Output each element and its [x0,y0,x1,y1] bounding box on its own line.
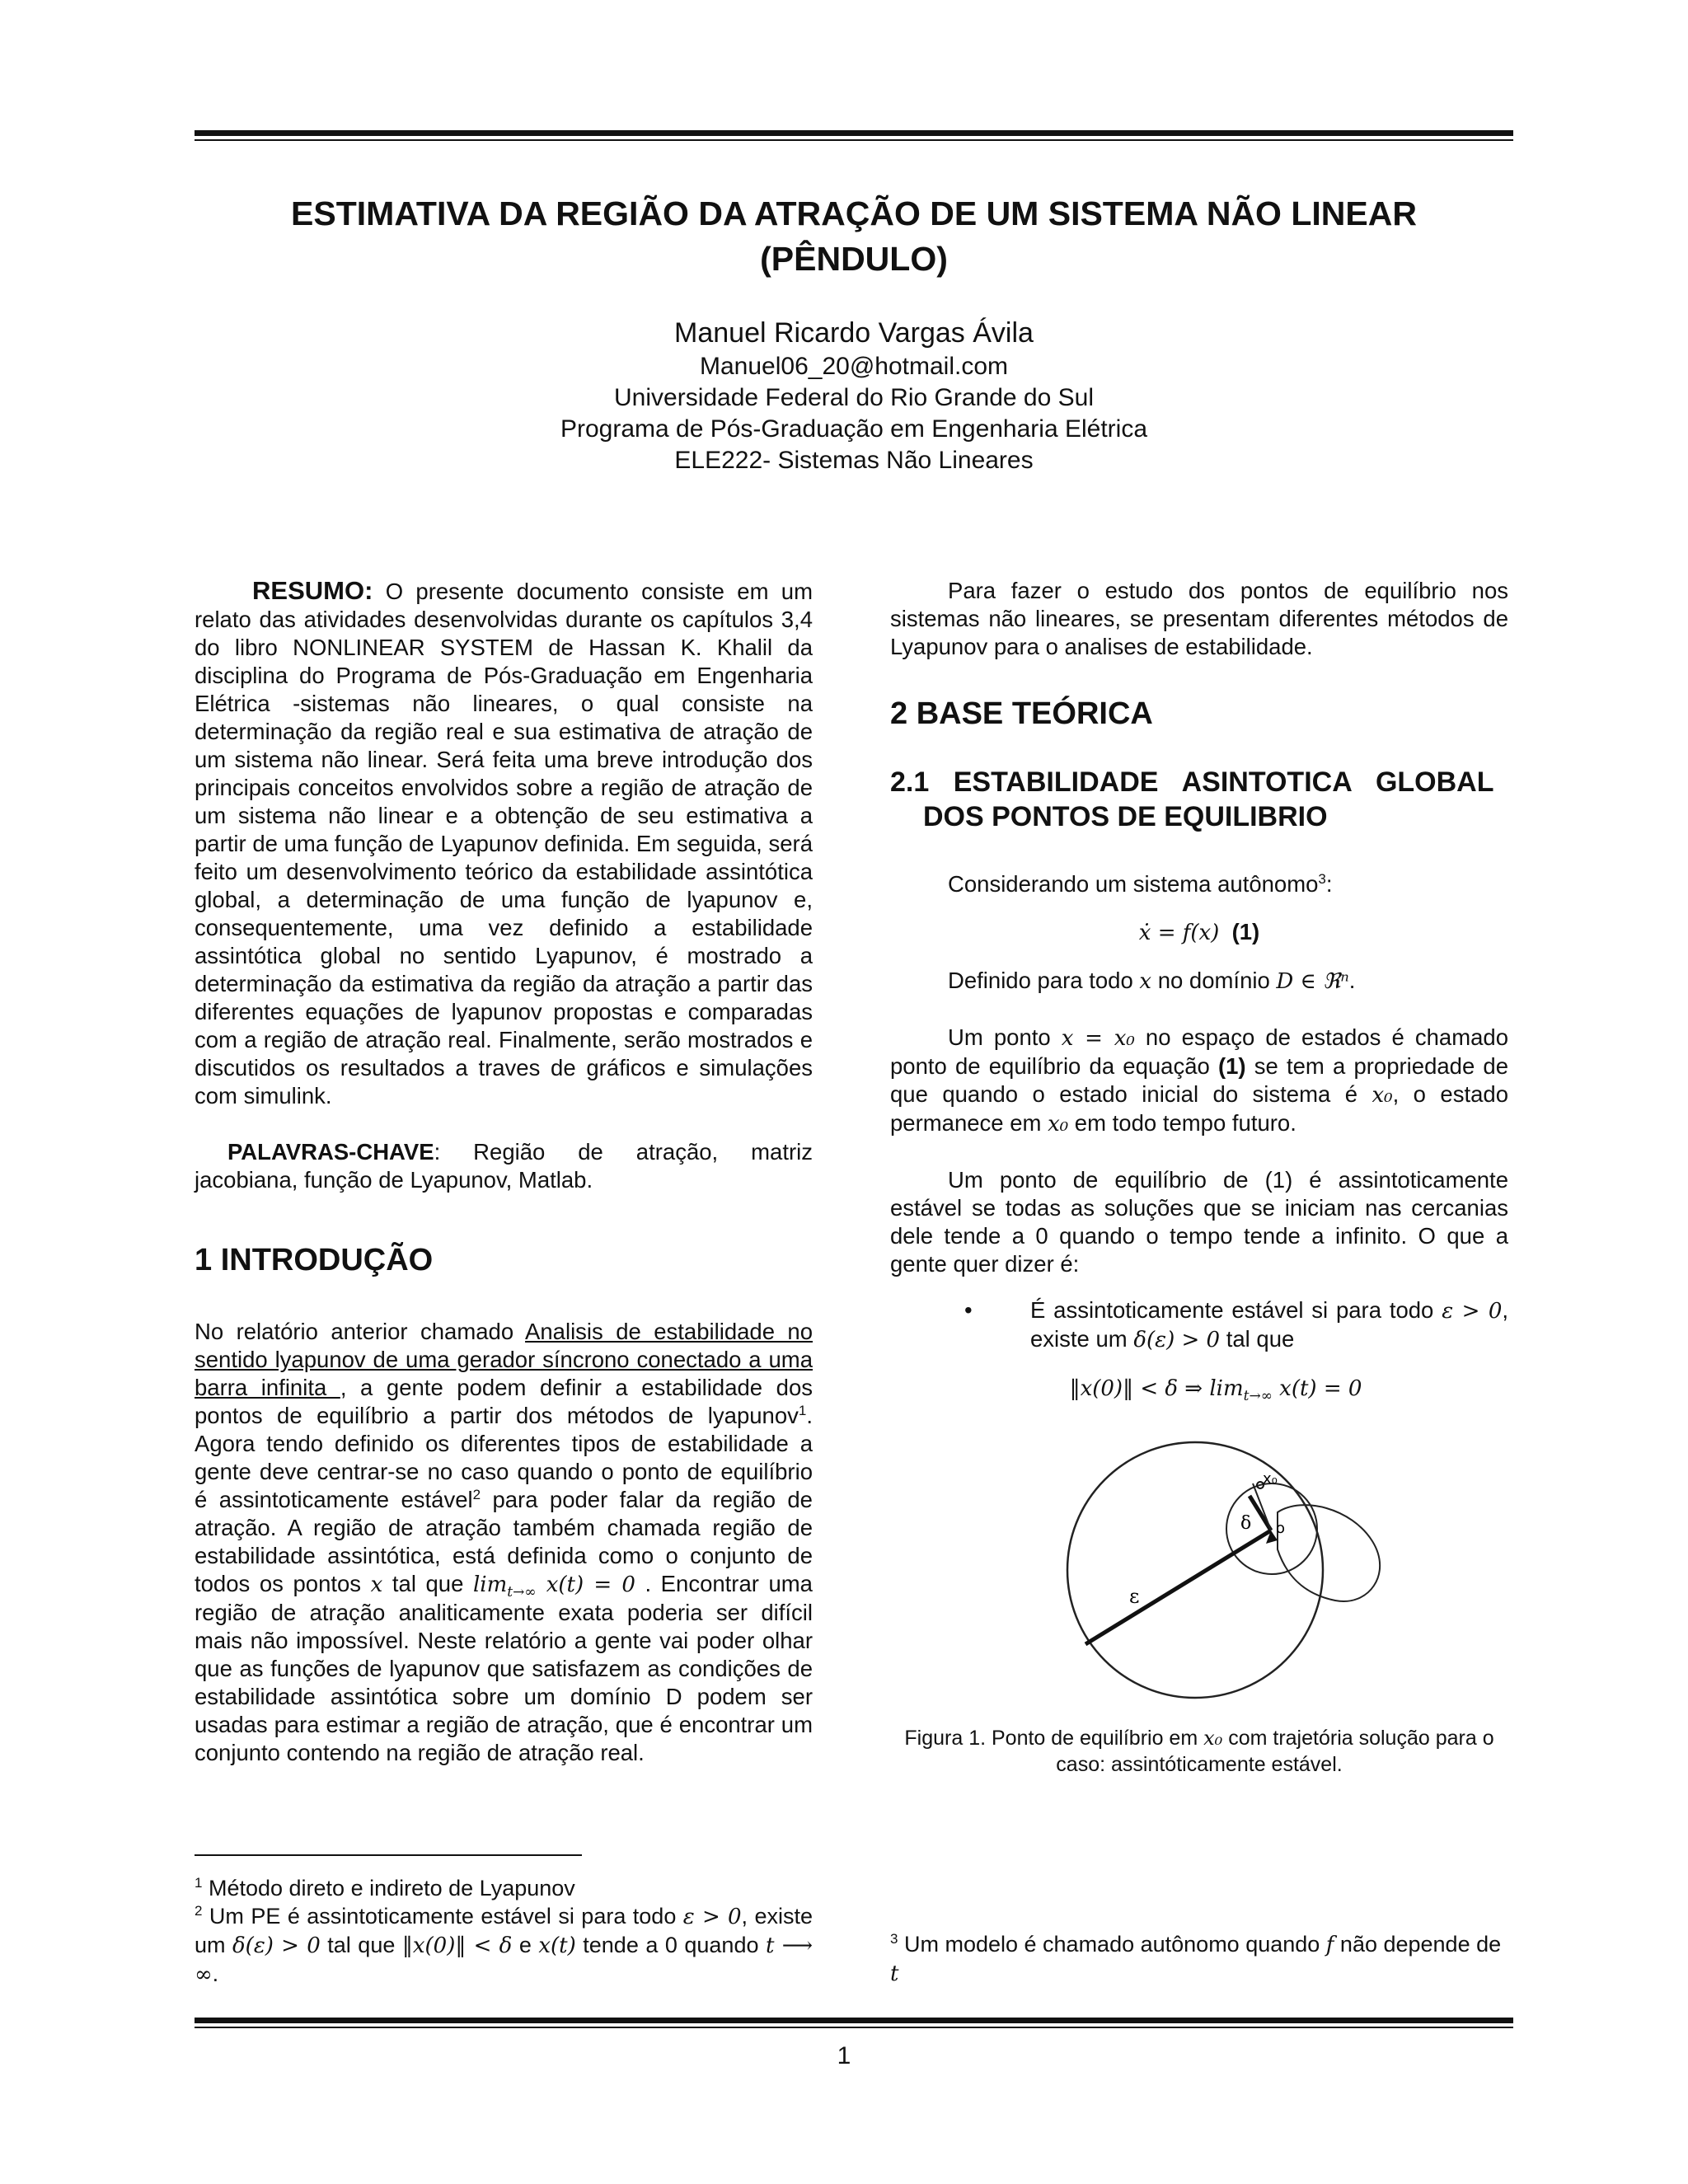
right-intro-paragraph: Para fazer o estudo dos pontos de equilíbrio nos sistemas não lineares, se presentam diferentes métodos de Lyapunov para o analises de estabilidade. [890,578,1508,659]
subsection-2-1-heading: 2.1 ESTABILIDADE ASINTOTICA GLOBAL DOS PONTOS DE EQUILIBRIO [890,766,1494,832]
equation-1: ẋ = f(x) (1) [1138,919,1260,945]
author-program: Programa de Pós-Graduação em Engenharia Elétrica [560,415,1148,443]
footnote-ref-2: 2 [472,1486,481,1502]
right-footnote [890,1930,1508,1988]
paper-title [195,191,1513,282]
introduction-paragraph: No relatório anterior chamado Analisis de estabilidade no sentido lyapunov de uma gerador síncrono conectado a uma barra infinita , a gente podem definir a estabilidade dos pontos de equilíbrio a partir dos métodos de lyapunov$^1$. Agora tendo definido os diferentes tipos de estabilidade a gente deve centrar-se no caso quando o ponto de equilíbrio é assintoticamente estável$^2$ para poder falar da região de atração. A região de atração também chamada região de estabilidade assintótica, está definida como o conjunto de todos os pontos x tal que $\lim_{t\to\infty} x(t) = 0$ . Encontrar uma região de atração analiticamente exata poderia ser difícil mais não impossível. Neste relatório a gente vai poder olhar que as funções de lyapunov que satisfazem as condições de estabilidade assintótica sobre um domínio D podem ser usadas para estimar a região de atração, que é encontrar um conjunto contendo na região de atração real. [195,1319,813,1765]
author-email: Manuel06_20@hotmail.com [700,353,1008,380]
previous-report-link[interactable]: Analisis de estabilidade no sentido lyapunov de uma gerador síncrono conectado a uma barra infinita [195,1319,813,1400]
delta-label: δ [1240,1513,1252,1534]
title-line-1: ESTIMATIVA DA REGIÃO DA ATRAÇÃO DE UM SISTEMA NÃO LINEAR [291,194,1417,232]
limit-expression: $\lim_{t\to\infty} x(t) = 0$ [472,1572,635,1601]
page-number: 1 [837,2042,851,2069]
bullet-icon: • [964,1297,973,1323]
epsilon-radius [1085,1530,1271,1644]
top-rule [195,130,1513,141]
footnote-3: $^3$ Um modelo é chamado autônomo quando f não depende de t [890,1931,1502,1986]
section-1-heading: 1 INTRODUÇÃO [195,1243,434,1277]
author-name: Manuel Ricardo Vargas Ávila [674,317,1034,349]
autonomous-system-sentence: Considerando um sistema autônomo$^3$: [948,870,1333,897]
footnote-1: $^1$ Método direto e indireto de Lyapunov [195,1875,575,1900]
section-2-heading: 2 BASE TEÓRICA [890,696,1153,731]
solution-trajectory [1278,1505,1380,1601]
origin-label: o [1276,1520,1286,1537]
abstract [195,577,813,1110]
left-footnotes [195,1854,813,1989]
epsilon-label: ε [1129,1585,1140,1608]
footnote-2: $^2$ Um PE é assintoticamente estável si para todo ε > 0, existe um δ(ε) > 0 tal que ‖x(0)‖ < δ e x(t) tende a 0 quando t ⟶ ∞. [195,1903,813,1987]
title-line-2: (PÊNDULO) [760,240,948,278]
right-column [890,577,1508,1778]
asymptotic-stability-paragraph: Um ponto de equilíbrio de (1) é assintoticamente estável se todas as soluções que se iniciam nas cercanias dele tende a 0 quando o tempo tende a infinito. O que a gente quer dizer é: [890,1167,1508,1277]
author-university: Universidade Federal do Rio Grande do Sul [614,384,1094,411]
keywords-text: : Região de atração, matriz jacobiana, função de Lyapunov, Matlab. [195,1139,813,1193]
abstract-label: RESUMO: [252,576,373,605]
keywords [195,1138,813,1194]
keywords-label: PALAVRAS-CHAVE [227,1139,434,1165]
equation-2: ‖x(0)‖ < δ ⇒ $\lim_{t\to\infty} x(t) = 0$ [1069,1376,1362,1405]
equilibrium-definition: Um ponto x = x₀ no espaço de estados é chamado ponto de equilíbrio da equação (1) se tem a propriedade de que quando o estado inicial do sistema é x₀, o estado permanece em x₀ em todo tempo futuro. [890,1024,1508,1137]
footnote-ref-1: 1 [798,1402,807,1418]
left-column [195,577,813,1767]
author-course: ELE222- Sistemas Não Lineares [674,447,1034,474]
bottom-rule [195,2018,1513,2028]
footnote-ref-3: 3 [1318,870,1326,887]
figure-1-diagram [890,1418,1508,1702]
abstract-text: O presente documento consiste em um relato das atividades desenvolvidas durante os capítulos 3,4 do libro NONLINEAR SYSTEM de Hassan K. Khalil da disciplina do Programa de Pós-Graduação em Engenharia Elétrica -sistemas não lineares, o qual consiste na determinação da região real e sua estimativa de atração de um sistema não linear. Será feita uma breve introdução dos principais conceitos envolvidos sobre a região de atração de um sistema não linear e a obtenção de seu estimativa a partir de uma função de Lyapunov definida. Em seguida, será feito um desenvolvimento teórico da estabilidade assintótica global, a determinação de uma função de lyapunov e, consequentemente, uma vez definido a estabilidade assintótica global no sentido Lyapunov, é mostrado a determinação da estimativa da região da atração a partir das diferentes equações de lyapunov propostas e comparadas com a região de atração real. Finalmente, serão mostrados e discutidos os resultados a traves de gráficos e simulações com simulink. [195,579,813,1108]
author-block [195,315,1513,476]
domain-sentence: Definido para todo x no domínio D ∈ ℜⁿ. [948,968,1356,994]
x0-label: x₀ [1263,1470,1278,1488]
bullet-item: • É assintoticamente estável si para todo ε > 0, existe um δ(ε) > 0 tal que [964,1297,1508,1352]
epsilon-circle [1067,1442,1323,1698]
figure-1-caption: Figura 1. Ponto de equilíbrio em x₀ com trajetória solução para o caso: assintóticamente estável. [904,1727,1494,1776]
